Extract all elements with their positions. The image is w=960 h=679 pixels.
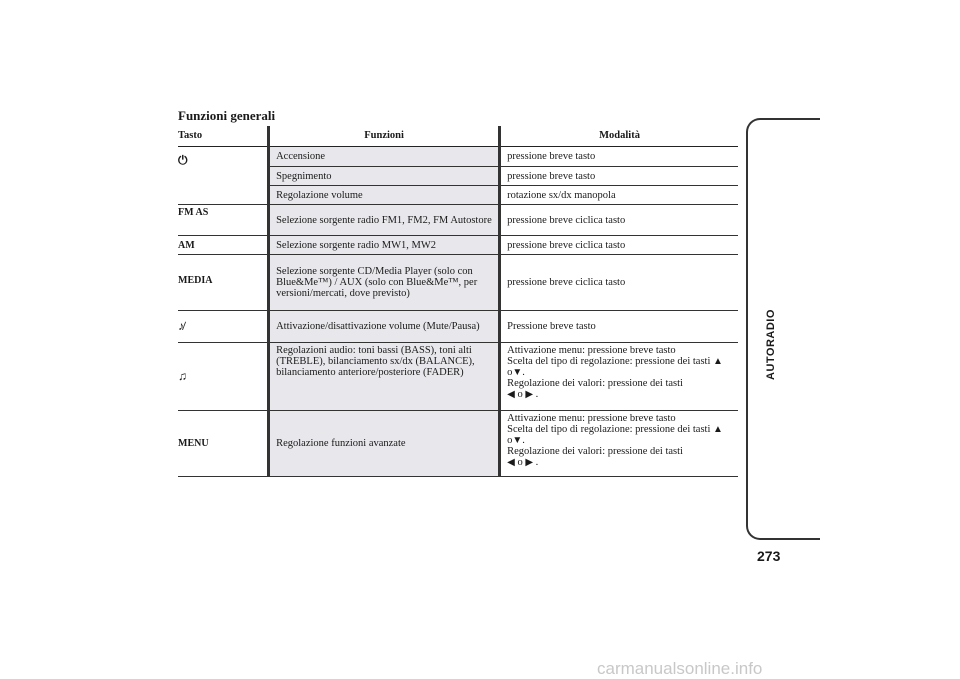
function-cell: Selezione sorgente radio MW1, MW2 [269, 236, 500, 255]
watermark: carmanualsonline.info [597, 659, 763, 678]
mode-line1: Attivazione menu: pressione breve tasto [507, 345, 676, 356]
mode-end: . [535, 389, 539, 400]
key-cell: MENU [178, 411, 269, 477]
section-title: Funzioni generali [178, 108, 276, 123]
chapter-label: AUTORADIO [765, 309, 777, 380]
arrow-right-icon: ▶ [525, 389, 534, 400]
mode-line1: Attivazione menu: pressione breve tasto [507, 413, 676, 424]
mode-line3: Regolazione dei valori: pressione dei tasti [507, 378, 683, 389]
key-cell: MEDIA [178, 255, 269, 311]
arrow-up-icon: ▲ [713, 356, 723, 367]
function-cell: Regolazioni audio: toni bassi (BASS), toni alti (TREBLE), bilanciamento sx/dx (BALANCE), bilanciamento anteriore/posteriore (FADER) [269, 343, 500, 411]
table-row [178, 236, 738, 255]
mode-line2: Scelta del tipo di regolazione: pressione dei tasti [507, 424, 713, 435]
function-cell: Regolazione funzioni avanzate [269, 411, 500, 477]
arrow-right-icon: ▶ [525, 457, 534, 468]
function-cell: Spegnimento [269, 167, 500, 186]
function-cell: Regolazione volume [269, 186, 500, 205]
arrow-left-icon: ◀ [507, 457, 515, 468]
table-row [178, 411, 738, 477]
function-cell: Selezione sorgente radio FM1, FM2, FM Autostore [269, 205, 500, 236]
key-cell: AM [178, 236, 269, 255]
mute-icon: ♪̸ [178, 318, 184, 333]
key-cell: FM AS [178, 205, 269, 236]
mode-cell: rotazione sx/dx manopola [500, 186, 738, 205]
media-function-text: Selezione sorgente CD/Media Player (solo con Blue&Me™) / AUX (solo con Blue&Me™, per versioni/mercati, dove previsto) [276, 266, 478, 299]
arrow-up-icon: ▲ [713, 424, 723, 435]
table-row [178, 147, 738, 167]
mode-cell: Attivazione menu: pressione breve tasto Scelta del tipo di regolazione: pressione dei tasti ▲ o▼. Regolazione dei valori: pressione dei tasti ◀ o ▶ . [500, 343, 738, 411]
mode-cell: pressione breve ciclica tasto [500, 236, 738, 255]
mode-or: o [507, 367, 513, 378]
header-function: Funzioni [269, 126, 500, 147]
arrow-down-icon: ▼ [512, 435, 523, 446]
arrow-left-icon: ◀ [507, 389, 515, 400]
table-row [178, 311, 738, 343]
table-row [178, 343, 738, 411]
power-icon: ⏻ [178, 153, 188, 167]
header-mode: Modalità [500, 126, 738, 147]
mode-or: o [517, 457, 523, 468]
function-cell: Attivazione/disattivazione volume (Mute/Pausa) [269, 311, 500, 343]
mode-or: o [517, 389, 523, 400]
mode-end: . [535, 457, 539, 468]
mode-or: o [507, 435, 513, 446]
table-row [178, 205, 738, 236]
mode-line2: Scelta del tipo di regolazione: pressione dei tasti [507, 356, 713, 367]
header-key: Tasto [178, 126, 269, 147]
function-cell: Accensione [269, 147, 500, 167]
page-number: 273 [757, 548, 781, 564]
mode-cell: pressione breve ciclica tasto [500, 205, 738, 236]
mode-line3: Regolazione dei valori: pressione dei tasti [507, 446, 683, 457]
table-row [178, 255, 738, 311]
table-header-row [178, 126, 738, 147]
key-cell-audio [178, 343, 269, 411]
mode-cell: pressione breve ciclica tasto [500, 255, 738, 311]
mode-cell: pressione breve tasto [500, 147, 738, 167]
mode-cell: Pressione breve tasto [500, 311, 738, 343]
key-cell-mute [178, 311, 269, 343]
arrow-down-icon: ▼ [512, 367, 523, 378]
mode-cell: Attivazione menu: pressione breve tasto Scelta del tipo di regolazione: pressione dei tasti ▲ o▼. Regolazione dei valori: pressione dei tasti ◀ o ▶ . [500, 411, 738, 477]
functions-table [178, 126, 738, 477]
mode-cell: pressione breve tasto [500, 167, 738, 186]
key-cell-power [178, 147, 269, 205]
function-cell [269, 255, 500, 311]
audio-note-icon: ♫ [178, 368, 187, 383]
